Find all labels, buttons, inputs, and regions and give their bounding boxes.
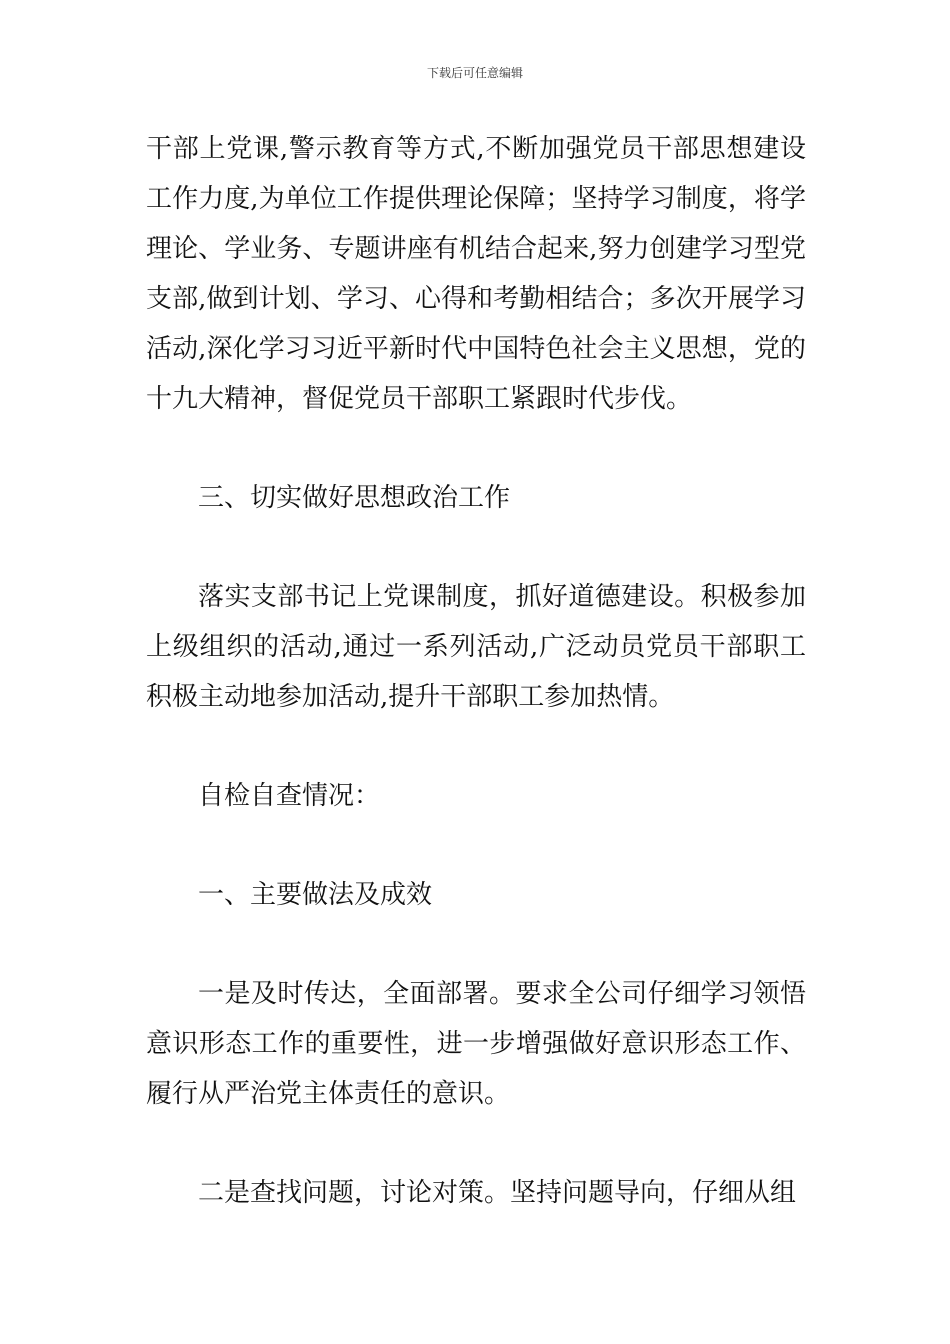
paragraph-second-measure: 二是查找问题，讨论对策。坚持问题导向，仔细从组: [198, 1178, 797, 1208]
page-header: 下载后可任意编辑: [426, 66, 523, 80]
section-heading-three: 三、切实做好思想政治工作: [198, 483, 511, 513]
self-inspection-heading: 自检自查情况：: [198, 781, 381, 811]
paragraph-party-lecture: 落实支部书记上党课制度，抓好道德建设。积极参加上级组织的活动,通过一系列活动,广泛动员党员干部职工积极主动地参加活动,提升干部职工参加热情。: [146, 582, 806, 712]
paragraph-first-measure: 一是及时传达，全面部署。要求全公司仔细学习领悟意识形态工作的重要性，进一步增强做好意识形态工作、履行从严治党主体责任的意识。: [146, 979, 806, 1109]
paragraph-continuation: 干部上党课,警示教育等方式,不断加强党员干部思想建设工作力度,为单位工作提供理论保障；坚持学习制度，将学理论、学业务、专题讲座有机结合起来,努力创建学习型党支部,做到计划、学习、心得和考勤相结合；多次开展学习活动,深化学习习近平新时代中国特色社会主义思想，党的十九大精神，督促党员干部职工紧跟时代步伐。: [146, 134, 806, 414]
section-heading-one: 一、主要做法及成效: [198, 880, 433, 910]
document-body: [146, 124, 806, 1218]
